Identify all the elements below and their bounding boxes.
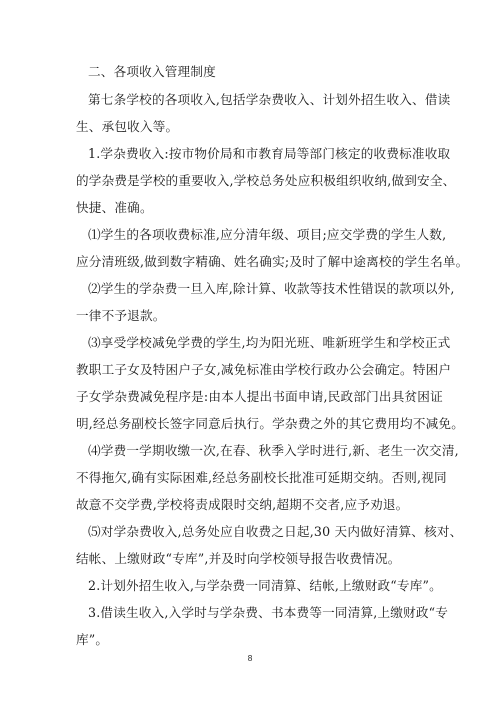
paragraph-line: 的学杂费是学校的重要收入,学校总务处应积极组织收纳,做到安全、 — [76, 173, 456, 188]
paragraph-line: 第七条学校的各项收入,包括学杂费收入、计划外招生收入、借读 — [88, 92, 451, 107]
paragraph-line: 应分清班级,做到数字精确、姓名确实;及时了解中途离校的学生名单。 — [76, 254, 469, 269]
paragraph-line: 快捷、准确。 — [76, 200, 153, 215]
paragraph-line: ⑸对学杂费收入,总务处应自收费之日起,30 天内做好清算、核对、 — [88, 524, 463, 539]
paragraph-line: 结帐、上缴财政“专库”,并及时向学校领导报告收费情况。 — [76, 551, 401, 566]
section-heading: 二、各项收入管理制度 — [88, 64, 216, 79]
paragraph-line: ⑴学生的各项收费标准,应分清年级、项目;应交学费的学生人数, — [88, 227, 447, 242]
paragraph-line: 1.学杂费收入:按市物价局和市教育局等部门核定的收费标准收取 — [88, 146, 451, 161]
paragraph-line: 教职工子女及特困户子女,减免标准由学校行政办公会确定。特困户 — [76, 362, 452, 377]
paragraph-line: 库”。 — [76, 632, 109, 647]
page-number: 8 — [247, 654, 253, 663]
paragraph-line: 子女学杂费减免程序是:由本人提出书面申请,民政部门出具贫困证 — [76, 389, 443, 404]
paragraph-line: 生、承包收入等。 — [76, 119, 179, 134]
paragraph-line: 2.计划外招生收入,与学杂费一同清算、结帐,上缴财政“专库”。 — [88, 578, 442, 593]
paragraph-line: 3.借读生收入,入学时与学杂费、书本费等一同清算,上缴财政“专 — [88, 605, 449, 620]
paragraph-line: ⑵学生的学杂费一旦入库,除计算、收款等技术性错误的款项以外, — [88, 281, 455, 296]
paragraph-line: ⑷学费一学期收缴一次,在春、秋季入学时进行,新、老生一次交清, — [88, 443, 459, 458]
paragraph-line: 一律不予退款。 — [76, 308, 166, 323]
paragraph-line: 不得拖欠,确有实际困难,经总务副校长批准可延期交纳。否则,视同 — [76, 470, 447, 485]
paragraph-line: 明,经总务副校长签字同意后执行。学杂费之外的其它费用均不减免。 — [76, 416, 465, 431]
paragraph-line: 故意不交学费,学校将责成限时交纳,超期不交者,应予劝退。 — [76, 497, 409, 512]
paragraph-line: ⑶享受学校减免学费的学生,均为阳光班、唯新班学生和学校正式 — [88, 335, 451, 350]
